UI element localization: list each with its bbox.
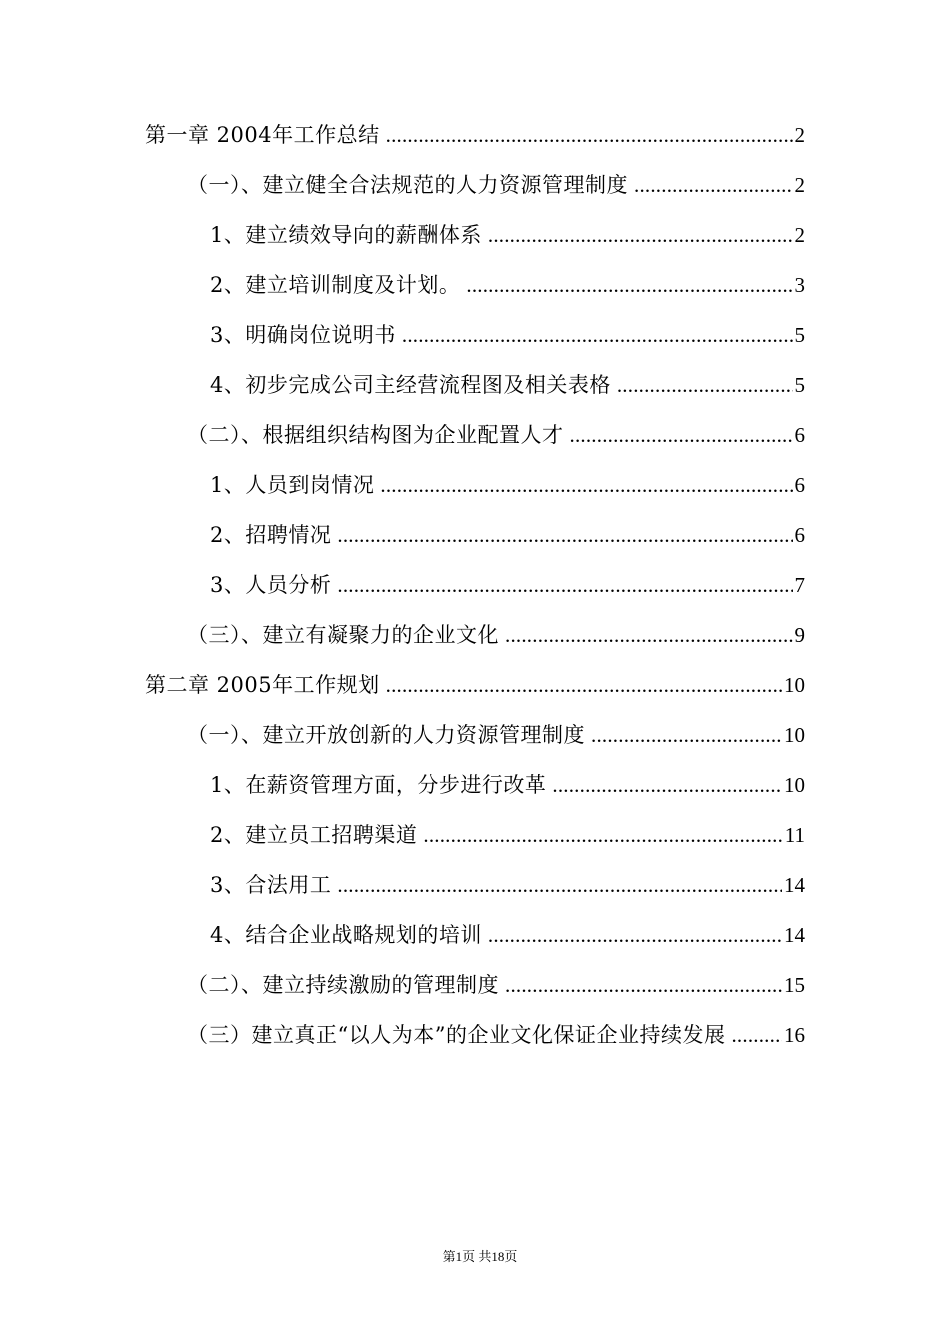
toc-entry-title: （一）、建立开放创新的人力资源管理制度 — [187, 723, 585, 747]
toc-entry-subsection[interactable] — [210, 570, 805, 600]
toc-dot-leader — [505, 620, 793, 650]
toc-entry-page: 9 — [794, 623, 805, 647]
toc-entry-chapter-2[interactable] — [145, 670, 805, 700]
toc-entry-section[interactable] — [187, 1020, 805, 1050]
toc-dot-leader — [731, 1020, 782, 1050]
toc-entry-page: 5 — [794, 323, 805, 347]
toc-entry-subsection[interactable] — [210, 920, 805, 950]
toc-dot-leader — [466, 270, 792, 300]
toc-entry-title: 1、建立绩效导向的薪酬体系 — [210, 223, 482, 247]
toc-dot-leader — [505, 970, 782, 1000]
toc-entry-title: 2、建立培训制度及计划。 — [210, 273, 461, 297]
toc-entry-page: 7 — [794, 573, 805, 597]
toc-entry-section[interactable] — [187, 170, 805, 200]
toc-entry-title: 2、建立员工招聘渠道 — [210, 823, 418, 847]
toc-entry-subsection[interactable] — [210, 470, 805, 500]
toc-entry-title: 第一章 2004年工作总结 — [145, 123, 380, 147]
toc-entry-title: 第二章 2005年工作规划 — [145, 673, 380, 697]
toc-entry-page: 5 — [794, 373, 805, 397]
toc-entry-subsection[interactable] — [210, 220, 805, 250]
toc-entry-page: 2 — [794, 223, 805, 247]
toc-entry-title: （一）、建立健全合法规范的人力资源管理制度 — [187, 173, 628, 197]
toc-dot-leader — [488, 220, 793, 250]
toc-entry-page: 10 — [784, 723, 805, 747]
toc-entry-chapter-1[interactable] — [145, 120, 805, 150]
toc-dot-leader — [591, 720, 782, 750]
toc-dot-leader — [423, 820, 782, 850]
toc-entry-subsection[interactable] — [210, 770, 805, 800]
toc-entry-section[interactable] — [187, 620, 805, 650]
toc-entry-subsection[interactable] — [210, 870, 805, 900]
toc-dot-leader — [552, 770, 782, 800]
toc-entry-section[interactable] — [187, 720, 805, 750]
toc-entry-subsection[interactable] — [210, 520, 805, 550]
toc-dot-leader — [337, 520, 792, 550]
toc-dot-leader — [380, 470, 792, 500]
toc-entry-title: （三）建立真正“以人为本”的企业文化保证企业持续发展 — [187, 1023, 726, 1047]
toc-entry-subsection[interactable] — [210, 370, 805, 400]
toc-entry-subsection[interactable] — [210, 820, 805, 850]
toc-entry-title: （二）、根据组织结构图为企业配置人才 — [187, 423, 564, 447]
toc-entry-title: 4、结合企业战略规划的培训 — [210, 923, 482, 947]
toc-entry-page: 14 — [784, 923, 805, 947]
toc-entry-page: 2 — [794, 123, 805, 147]
toc-entry-page: 16 — [784, 1023, 805, 1047]
toc-dot-leader — [634, 170, 793, 200]
toc-entry-title: （三）、建立有凝聚力的企业文化 — [187, 623, 499, 647]
toc-entry-section[interactable] — [187, 970, 805, 1000]
toc-dot-leader — [386, 120, 793, 150]
toc-entry-page: 15 — [784, 973, 805, 997]
toc-entry-page: 6 — [794, 473, 805, 497]
toc-entry-subsection[interactable] — [210, 270, 805, 300]
toc-dot-leader — [386, 670, 782, 700]
toc-entry-title: 2、招聘情况 — [210, 523, 332, 547]
page-number-footer: 第1页 共18页 — [442, 1249, 518, 1264]
toc-entry-title: 4、初步完成公司主经营流程图及相关表格 — [210, 373, 611, 397]
toc-entry-page: 6 — [794, 523, 805, 547]
toc-dot-leader — [337, 870, 782, 900]
toc-entry-title: 1、在薪资管理方面，分步进行改革 — [210, 773, 547, 797]
toc-dot-leader — [337, 570, 792, 600]
toc-entry-page: 3 — [794, 273, 805, 297]
toc-entry-subsection[interactable] — [210, 320, 805, 350]
toc-entry-page: 10 — [784, 673, 805, 697]
toc-entry-page: 2 — [794, 173, 805, 197]
toc-entry-title: 3、人员分析 — [210, 573, 332, 597]
toc-entry-page: 14 — [784, 873, 805, 897]
toc-entry-title: 1、人员到岗情况 — [210, 473, 375, 497]
toc-dot-leader — [570, 420, 793, 450]
toc-entry-title: （二）、建立持续激励的管理制度 — [187, 973, 499, 997]
toc-entry-page: 10 — [784, 773, 805, 797]
toc-dot-leader — [488, 920, 782, 950]
toc-dot-leader — [402, 320, 793, 350]
toc-entry-section[interactable] — [187, 420, 805, 450]
toc-dot-leader — [617, 370, 793, 400]
toc-entry-title: 3、明确岗位说明书 — [210, 323, 396, 347]
toc-entry-page: 11 — [784, 823, 805, 847]
toc-entry-page: 6 — [794, 423, 805, 447]
toc-entry-title: 3、合法用工 — [210, 873, 332, 897]
